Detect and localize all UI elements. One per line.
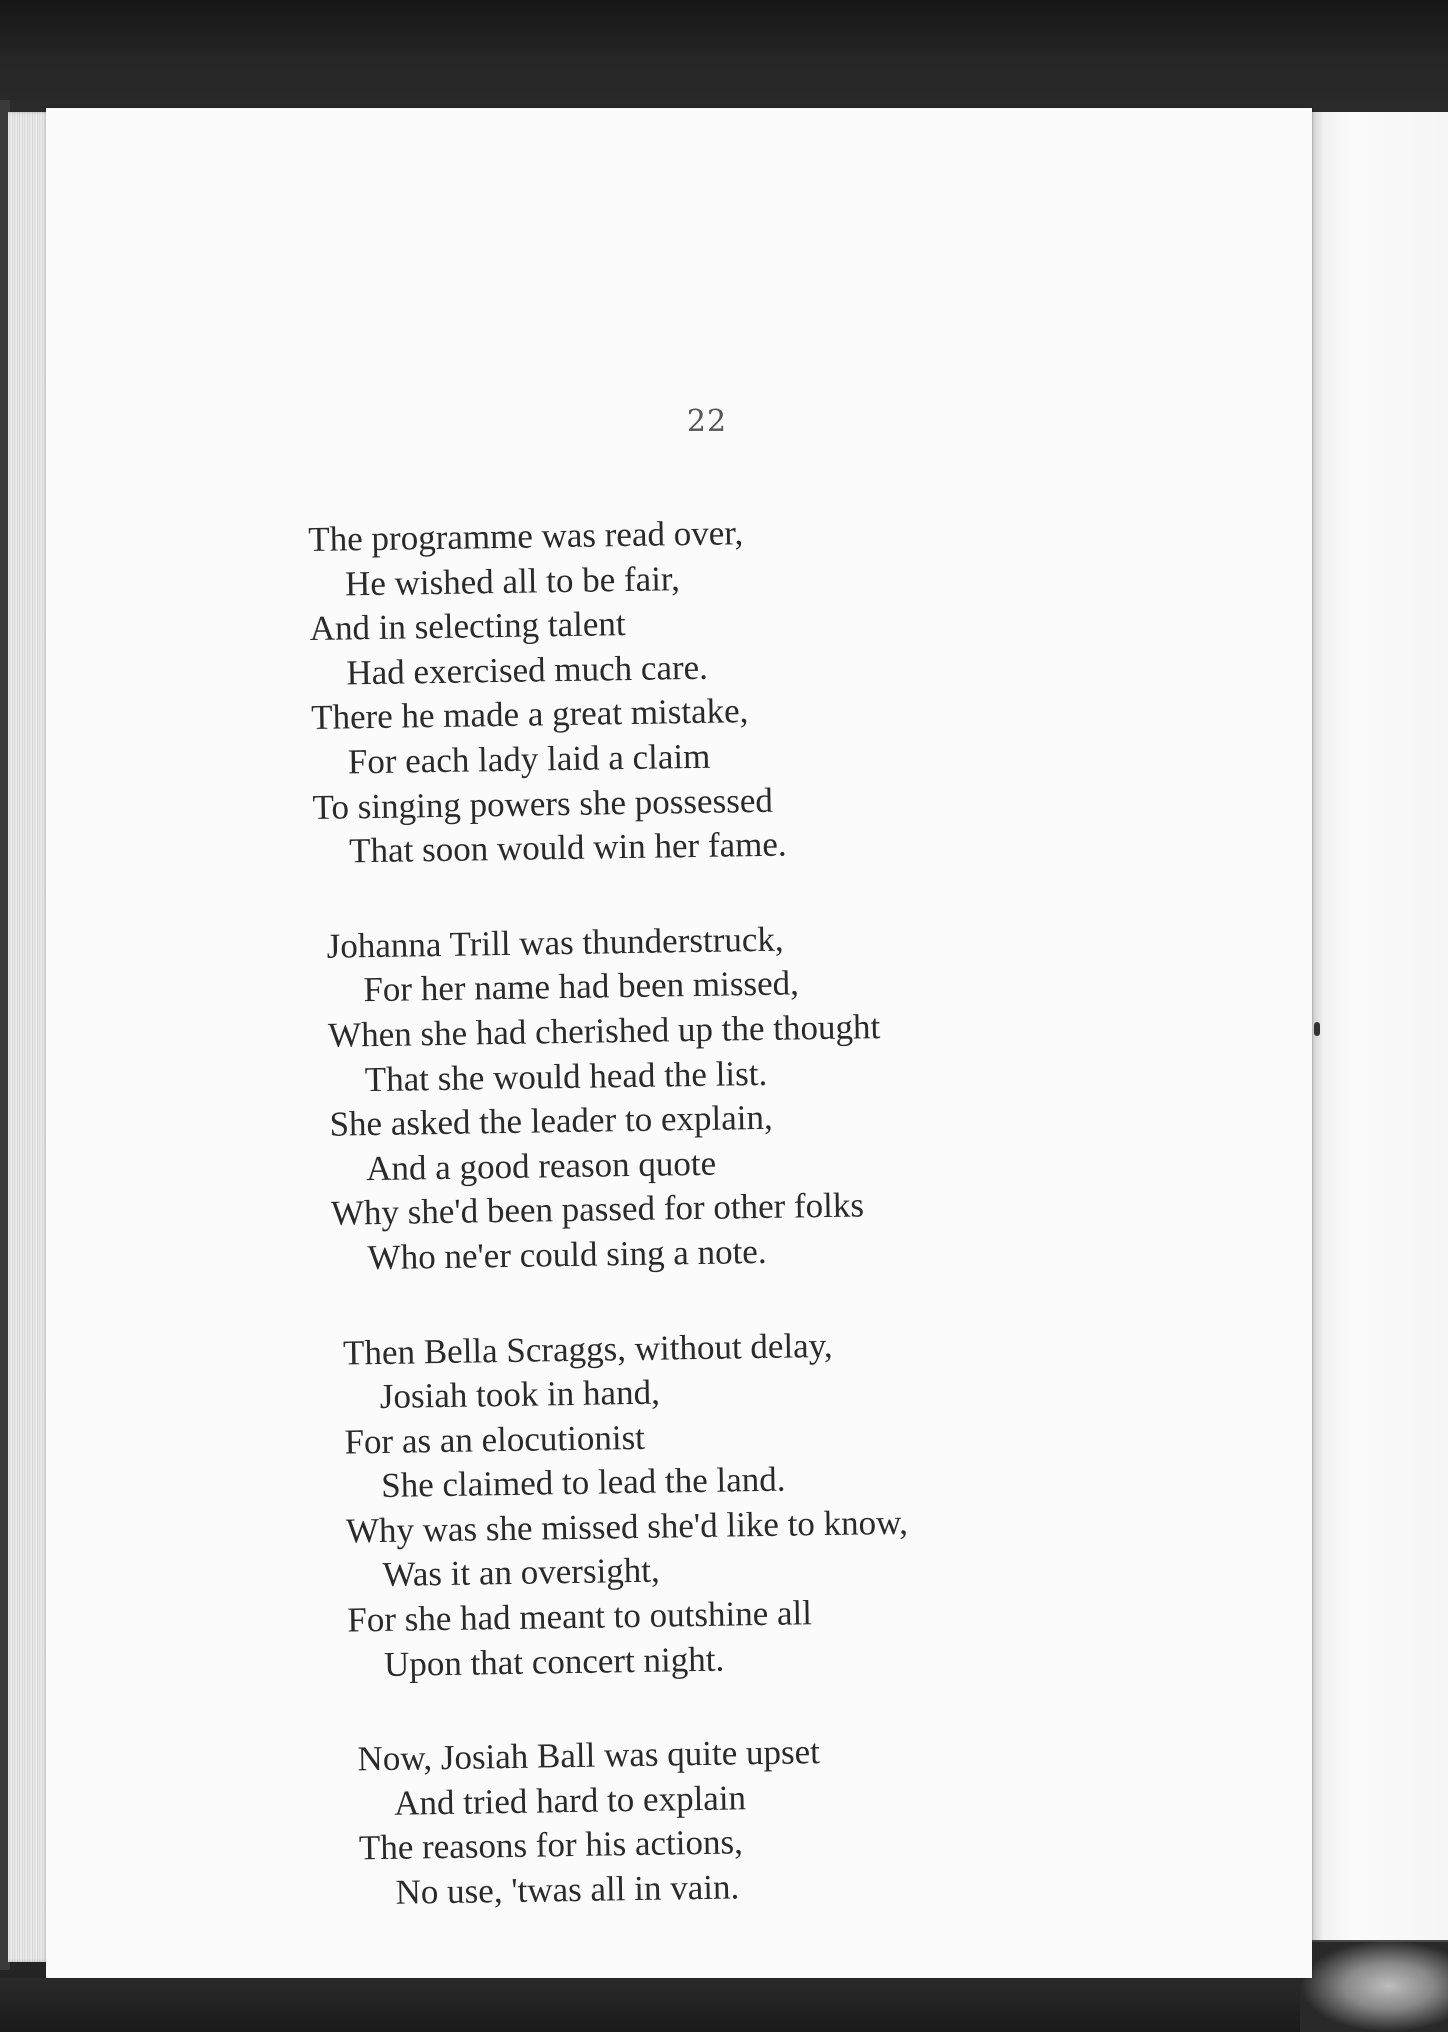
poem-line: For she had meant to outshine all [347,1593,813,1640]
poem-line: Had exercised much care. [346,647,709,693]
stanza [357,1726,1130,1916]
ink-speck [1314,1022,1320,1036]
poem-line: When she had cherished up the thought [327,1007,881,1055]
poem-line: That she would head the list. [364,1053,768,1099]
poem-line: Johanna Trill was thunderstruck, [326,919,784,966]
poem-line: For as an elocutionist [344,1417,646,1462]
stanza [326,912,1120,1281]
poem-line: The reasons for his actions, [358,1822,744,1868]
poem-line: There he made a great mistake, [310,691,749,738]
bottom-background [0,1978,1300,2032]
poem-line: To singing powers she possessed [312,780,774,827]
poem-line: For each lady laid a claim [347,736,711,782]
poem [308,505,1131,1966]
poem-line: And in selecting talent [309,604,626,649]
poem-line: Who ne'er could sing a note. [367,1231,767,1278]
next-page-edge [1312,112,1448,1942]
bottom-right-debris [1300,1940,1448,2032]
poem-line: Now, Josiah Ball was quite upset [357,1732,821,1779]
poem-line: He wished all to be fair, [344,558,681,604]
poem-line: Then Bella Scraggs, without delay, [342,1325,833,1373]
poem-line: She claimed to lead the land. [380,1459,786,1506]
poem-line: She asked the leader to explain, [329,1097,773,1144]
poem-line: And a good reason quote [365,1143,717,1188]
poem-line: Was it an oversight, [382,1551,661,1595]
page-number: 22 [686,404,728,439]
poem-line: Upon that concert night. [383,1639,725,1684]
stanza [308,505,1114,874]
stanza [343,1319,1127,1688]
poem-line: Josiah took in hand, [379,1372,661,1417]
poem-line: Why was she missed she'd like to know, [345,1502,909,1551]
poem-line: And tried hard to explain [393,1778,747,1823]
poem-line: That soon would win her fame. [348,824,787,871]
poem-line: Why she'd been passed for other folks [330,1185,865,1234]
poem-line: The programme was read over, [308,513,744,559]
poem-line: No use, 'twas all in vain. [395,1867,740,1912]
poem-line: For her name had been missed, [363,963,800,1010]
book-page [46,108,1312,1978]
